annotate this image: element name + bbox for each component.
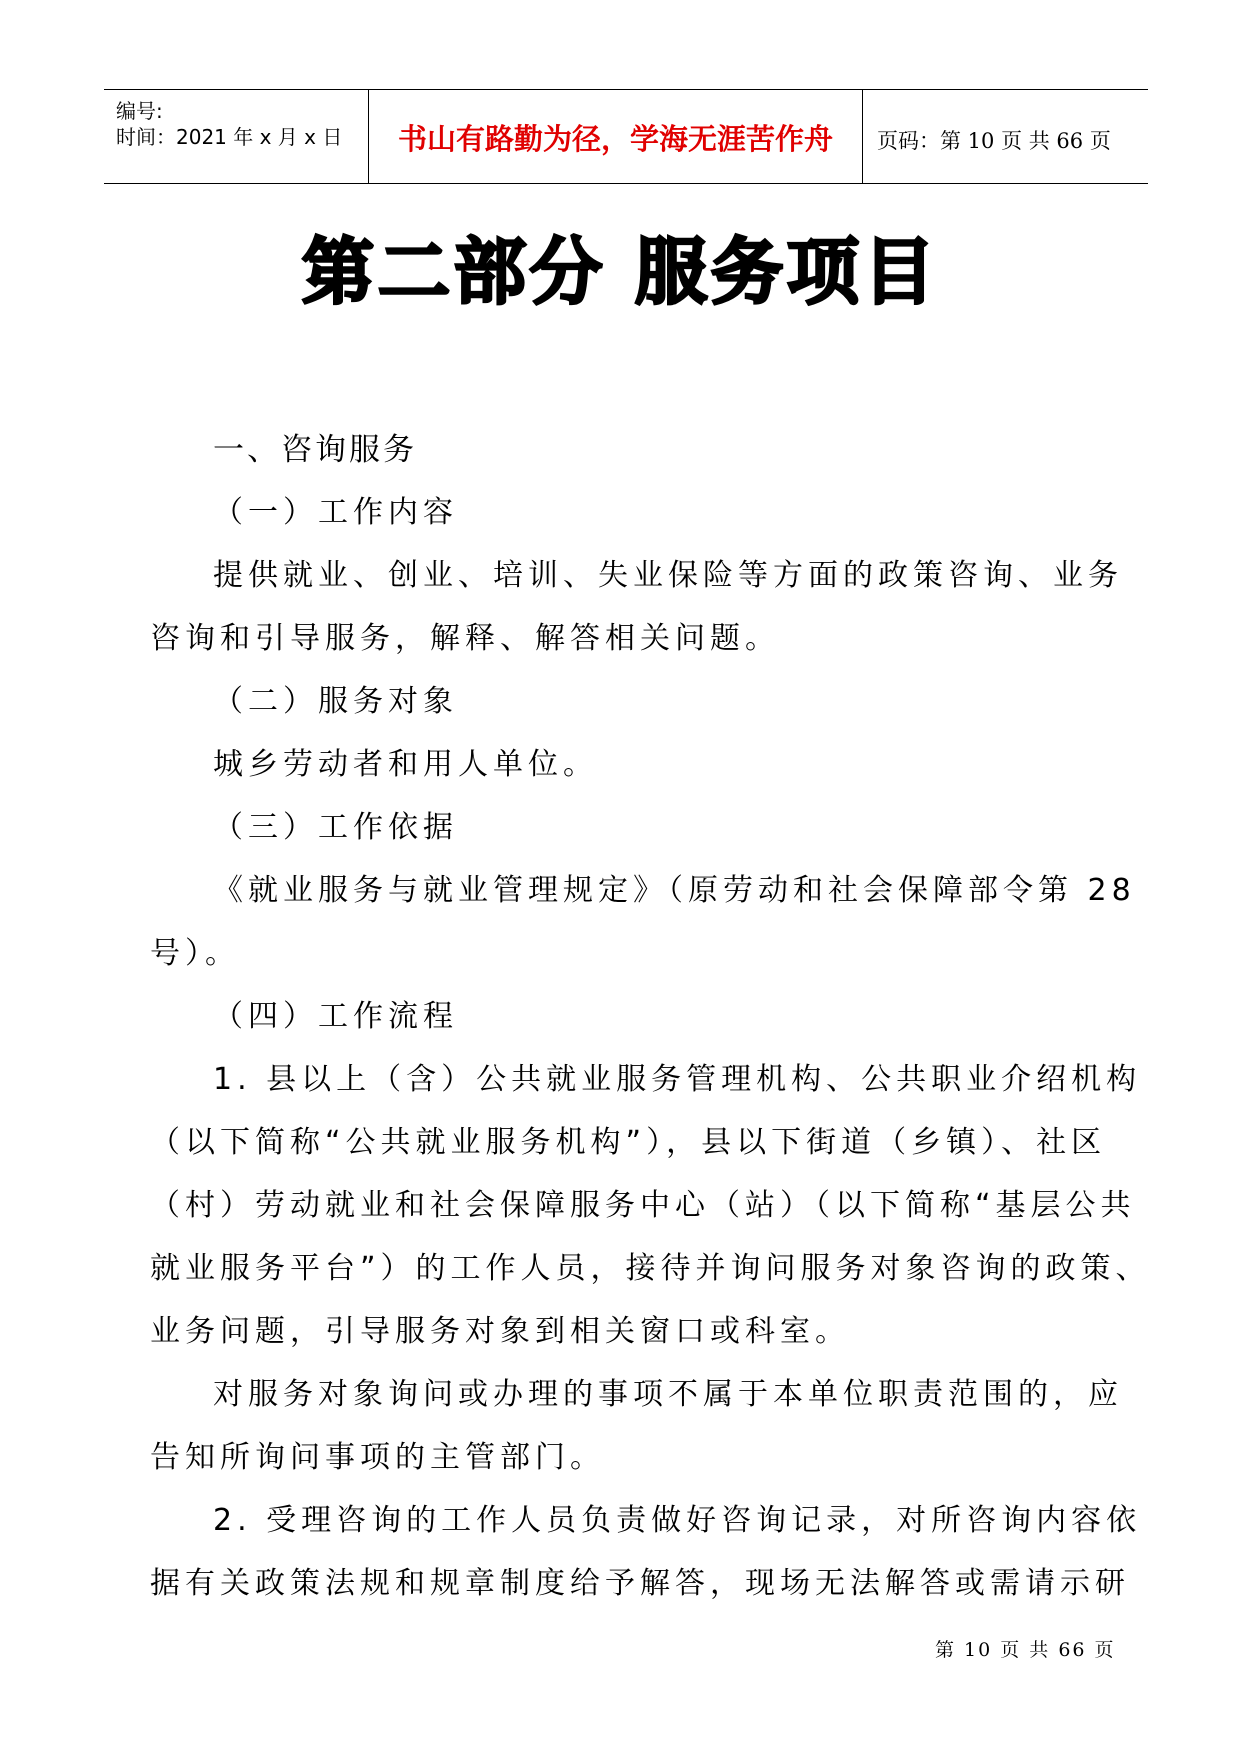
- document-title: 第二部分 服务项目: [301, 230, 940, 314]
- header-middle-cell: [369, 90, 863, 183]
- page-header: [104, 89, 1148, 184]
- paragraph-line: 1. 县以上（含）公共就业服务管理机构、公共职业介绍机构: [213, 1062, 1142, 1097]
- paragraph-line: 就业服务平台”）的工作人员，接待并询问服务对象咨询的政策、: [150, 1251, 1151, 1286]
- header-left-cell: [104, 90, 369, 183]
- section-heading: 一、咨询服务: [213, 432, 417, 468]
- paragraph-line: 据有关政策法规和规章制度给予解答，现场无法解答或需请示研: [150, 1566, 1130, 1601]
- paragraph-line: 《就业服务与就业管理规定》（原劳动和社会保障部令第 28: [213, 873, 1136, 908]
- paragraph-line: 对服务对象询问或办理的事项不属于本单位职责范围的，应: [213, 1377, 1123, 1412]
- subheading-work-process: （四）工作流程: [213, 999, 458, 1034]
- subheading-work-content: （一）工作内容: [213, 495, 458, 530]
- number-label: 编号:: [116, 99, 163, 123]
- paragraph-line: （村）劳动就业和社会保障服务中心（站）（以下简称“基层公共: [150, 1188, 1136, 1223]
- page-info: 页码：第 10 页 共 66 页: [877, 129, 1111, 153]
- paragraph-line: （以下简称“公共就业服务机构”），县以下街道（乡镇）、社区: [150, 1125, 1107, 1160]
- paragraph-line: 告知所询问事项的主管部门。: [150, 1440, 605, 1475]
- paragraph-line: 2. 受理咨询的工作人员负责做好咨询记录，对所咨询内容依: [213, 1503, 1142, 1538]
- motto-text: 书山有路勤为径，学海无涯苦作舟: [397, 122, 833, 156]
- subheading-service-target: （二）服务对象: [213, 684, 458, 719]
- paragraph-line: 号）。: [150, 936, 240, 971]
- paragraph-line: 提供就业、创业、培训、失业保险等方面的政策咨询、业务: [213, 558, 1123, 593]
- page-footer: 第 10 页 共 66 页: [935, 1639, 1116, 1661]
- time-label: 时间：2021 年 x 月 x 日: [116, 125, 343, 149]
- paragraph-line: 业务问题，引导服务对象到相关窗口或科室。: [150, 1314, 850, 1349]
- paragraph-line: 城乡劳动者和用人单位。: [213, 747, 598, 782]
- paragraph-line: 咨询和引导服务，解释、解答相关问题。: [150, 621, 780, 656]
- header-right-cell: [863, 90, 1148, 183]
- subheading-work-basis: （三）工作依据: [213, 810, 458, 845]
